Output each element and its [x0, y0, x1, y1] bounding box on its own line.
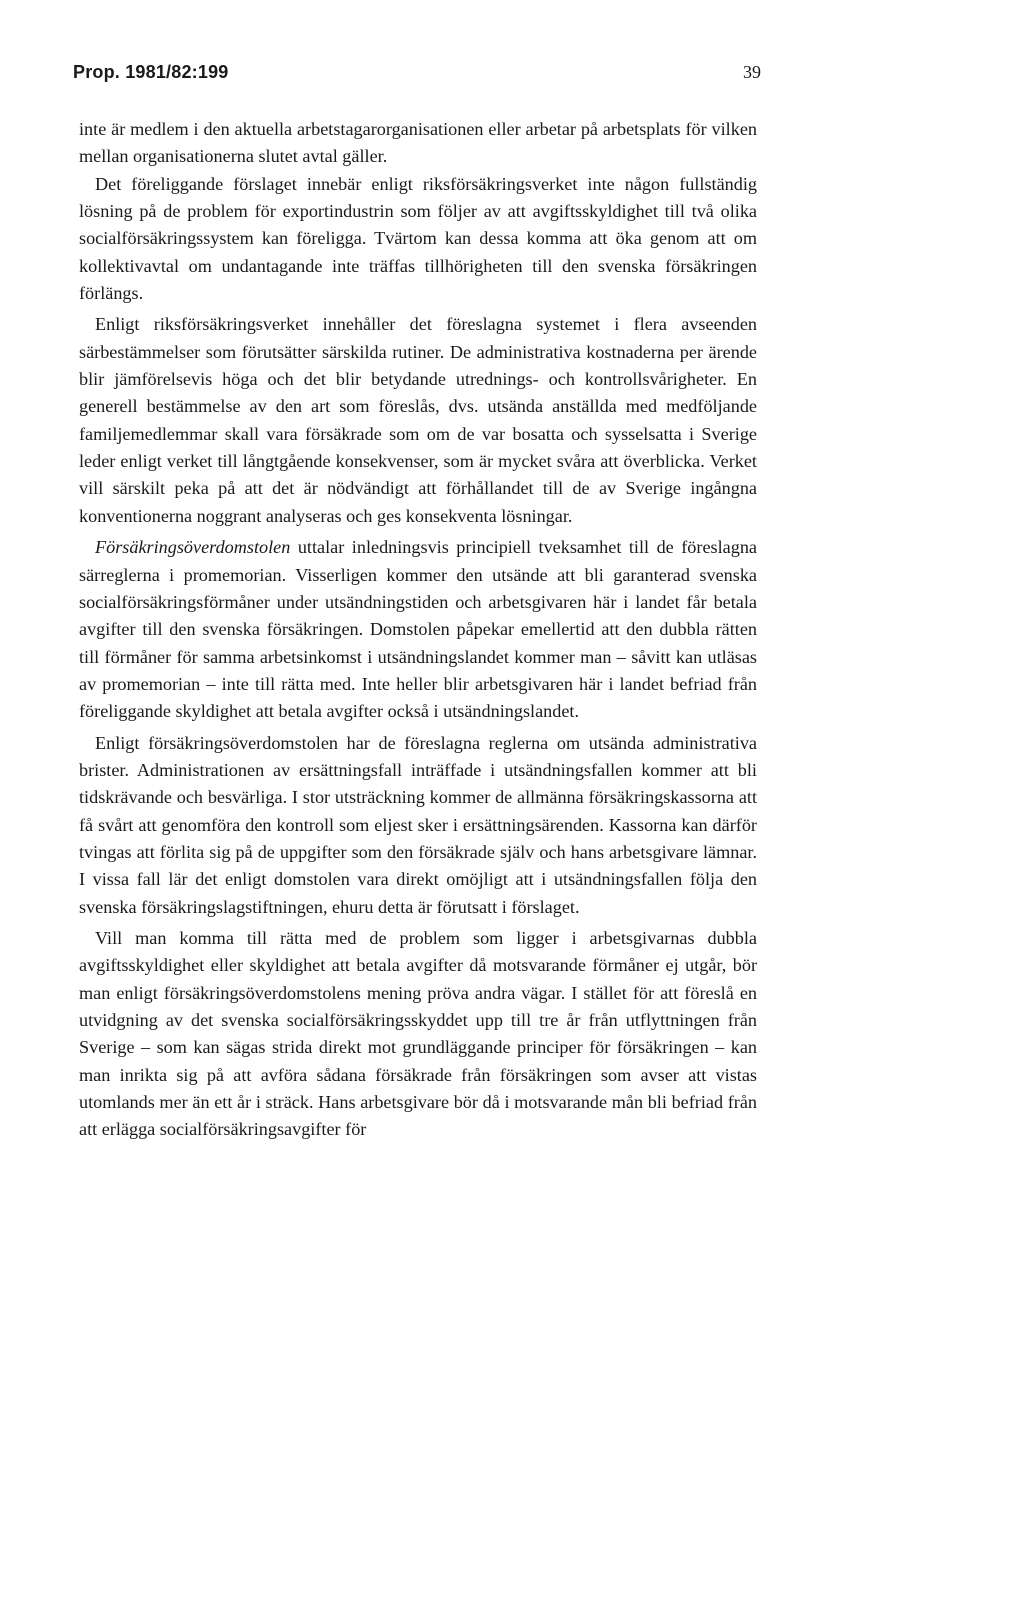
page-number: 39 [743, 62, 761, 82]
paragraph-exportindustrin: Det föreliggande förslaget innebär enligt riksförsäkringsverket inte någon fullständig lösning på de problem för exportindustrin som följer av att avgiftsskyldighet till två olika socialförsäkringssystem kan föreligga. Tvärtom kan dessa komma att öka genom att om kollektivavtal om undantagande inte träffas tillhörigheten till den svenska försäkringen förlängs. [79, 173, 757, 304]
paragraph-riksforsakringsverket: Enligt riksförsäkringsverket innehåller det föreslagna systemet i flera avseenden särbestämmelser som förutsätter särskilda rutiner. De administrativa kostnaderna per ärende blir jämförelsevis höga och det blir betydande utrednings- och kontrollsvårigheter. En generell bestämmelse av den art som föreslås, dvs. utsända anställda med medföljande familjemedlemmar skall vara försäkrade som om de var bosatta och sysselsatta i Sverige leder enligt verket till långtgående konsekvenser, som är mycket svåra att överblicka. Verket vill särskilt peka på att det är nödvändigt att förhållandet till de av Sverige ingångna konventionerna noggrant analyseras och ges konsekventa lösningar. [79, 314, 757, 526]
paragraph-dubbla-avgiftsskyldighet: Vill man komma till rätta med de problem som ligger i arbetsgivarnas dubbla avgiftsskyldighet eller skyldighet att betala avgifter då motsvarande förmåner ej utgår, bör man enligt försäkringsöverdomstolens mening pröva andra vägar. I stället för att föreslå en utvidgning av det svenska socialförsäkringsskyddet upp till tre år från utflyttningen från Sverige – som kan sägas strida direkt mot grundläggande principer för försäkringen – kan man inrikta sig på att avföra sådana försäkrade från försäkringen som avser att vistas utomlands mer än ett år i sträck. Hans arbetsgivare bör då i motsvarande mån bli befriad från att erlägga socialförsäkringsavgifter för [79, 927, 757, 1140]
paragraph-continuation: inte är medlem i den aktuella arbetstagarorganisationen eller arbetar på arbetsplats för vilken mellan organisationerna slutet avtal gäller. [79, 119, 757, 167]
body-text [79, 116, 757, 1144]
paragraph-forsakringsoverdomstolen-text: uttalar inledningsvis principiell tveksamhet till de föreslagna särreglerna i promemorian. Visserligen kommer den utsände att bli garanterad svenska socialförsäkringsförmåner under utsändningstiden och arbetsgivaren här i landet får betala avgifter till den svenska försäkringen. Domstolen påpekar emellertid att den dubbla rätten till förmåner för samma arbetsinkomst i utsändningslandet kommer man – såvitt kan utläsas av promemorian – inte till rätta med. Inte heller blir arbetsgivaren här i landet befriad från föreliggande skyldighet att betala avgifter också i utsändningslandet. [79, 537, 757, 722]
paragraph-forsakringsoverdomstolen [79, 534, 757, 725]
paragraph-administrativa-brister: Enligt försäkringsöverdomstolen har de föreslagna reglerna om utsända administrativa brister. Administrationen av ersättningsfall inträffade i utsändningsfallen kommer att bli tidskrävande och besvärliga. I stor utsträckning kommer de allmänna försäkringskassorna att få svårt att genomföra den kontroll som eljest sker i ersättningsärenden. Kassorna kan därför tvingas att förlita sig på de uppgifter som den försäkrade själv och hans arbetsgivare lämnar. I vissa fall lär det enligt domstolen vara direkt omöjligt att i utsändningsfallen följa den svenska försäkringslagstiftningen, ehuru detta är förutsatt i förslaget. [79, 732, 757, 917]
page-header [73, 62, 761, 92]
italic-lead-term: Försäkringsöverdomstolen [95, 537, 291, 558]
document-reference: Prop. 1981/82:199 [73, 62, 229, 82]
